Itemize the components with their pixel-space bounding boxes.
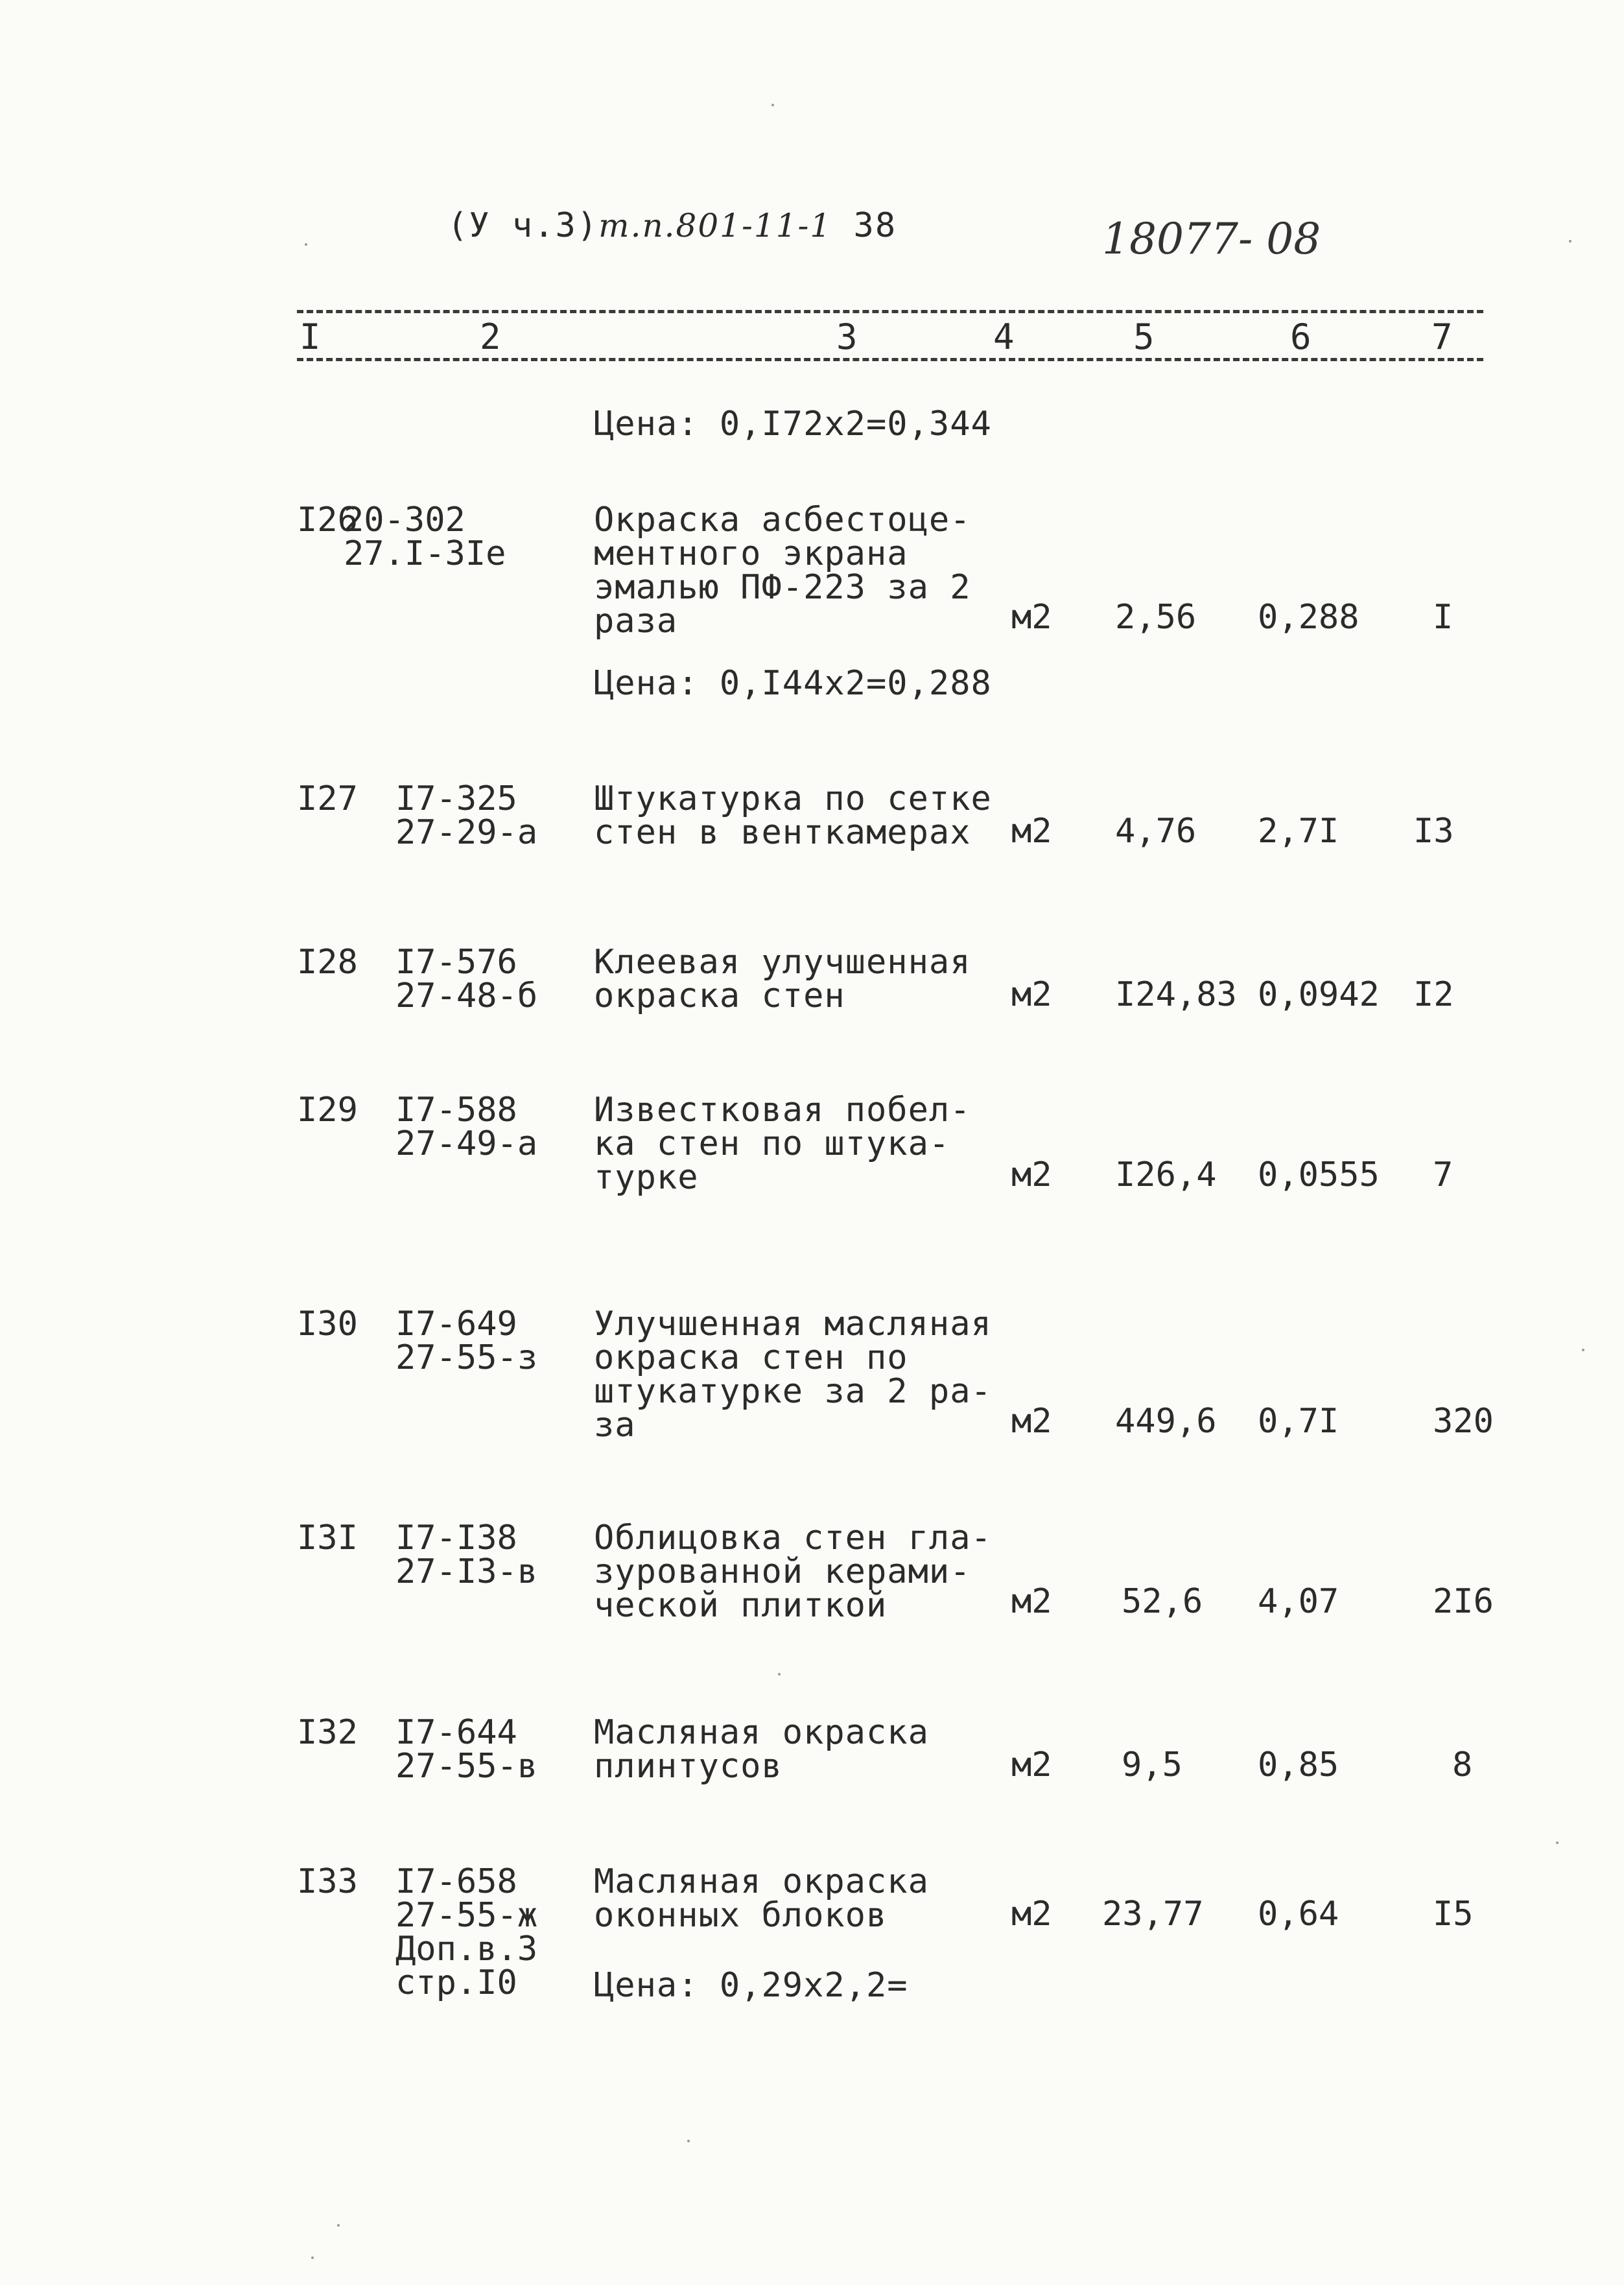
row-quantity: 23,77 <box>1102 1895 1204 1934</box>
row-quantity: 4,76 <box>1115 812 1197 851</box>
column-number-2: 2 <box>480 316 501 357</box>
column-number-4: 4 <box>993 316 1015 357</box>
row-description: Улучшенная масляная окраска стен по штукатурке за 2 ра- за <box>594 1305 992 1445</box>
scan-speck <box>311 2256 314 2259</box>
row-description: Клеевая улучшенная окраска стен <box>594 943 971 1015</box>
row-total: 2I6 <box>1433 1582 1494 1621</box>
row-number: I3I <box>297 1519 358 1557</box>
row-description: Масляная окраска оконных блоков <box>594 1862 929 1935</box>
row-quantity: 9,5 <box>1122 1746 1183 1784</box>
row-description: Облицовка стен гла- зурованной керами- ческой плиткой <box>594 1519 992 1625</box>
row-number: I28 <box>297 943 358 982</box>
row-quantity: 2,56 <box>1115 598 1197 637</box>
row-description: Известковая побел- ка стен по штука- турке <box>594 1091 971 1197</box>
row-unit-price: 0,85 <box>1258 1746 1339 1784</box>
row-number: I30 <box>297 1305 358 1344</box>
row-unit-price: 0,288 <box>1258 598 1359 637</box>
scan-speck <box>1569 240 1571 243</box>
row-unit: м2 <box>1011 598 1052 637</box>
row-description: Окраска асбестоце- ментного экрана эмалью ПФ-223 за 2 раза <box>594 501 971 641</box>
row-quantity: 449,6 <box>1115 1402 1217 1441</box>
row-unit-price: 0,7I <box>1258 1402 1339 1441</box>
row-code: I7-325 27-29-а <box>395 779 538 852</box>
scan-speck <box>778 1673 781 1675</box>
row-code: I7-I38 27-I3-в <box>395 1519 538 1591</box>
row-unit: м2 <box>1011 1582 1052 1621</box>
header-rule-top <box>297 310 1483 313</box>
scan-speck <box>305 243 307 246</box>
row-unit-price: 0,0942 <box>1258 975 1380 1014</box>
row-total: 7 <box>1433 1155 1453 1194</box>
column-number-5: 5 <box>1133 316 1155 357</box>
row-unit-price: 2,7I <box>1258 812 1339 851</box>
row-number: I33 <box>297 1862 358 1901</box>
scan-speck <box>771 104 774 106</box>
header-document-number: 18077- 08 <box>1102 214 1321 264</box>
row-unit-price: 0,64 <box>1258 1895 1339 1934</box>
row-unit: м2 <box>1011 975 1052 1014</box>
row-description: Штукатурка по сетке стен в венткамерах <box>594 779 992 852</box>
column-number-6: 6 <box>1290 316 1312 357</box>
row-code: I7-644 27-55-в <box>395 1713 538 1786</box>
row-price-note: Цена: 0,29x2,2= <box>594 1966 908 2005</box>
scan-speck <box>337 2224 340 2227</box>
row-description: Масляная окраска плинтусов <box>594 1713 929 1786</box>
row-code: 20-302 27.I-3Ie <box>344 501 506 573</box>
column-number-1: I <box>300 316 321 357</box>
row-unit: м2 <box>1011 1402 1052 1441</box>
scan-speck <box>1582 1349 1584 1351</box>
row-number: I32 <box>297 1713 358 1752</box>
column-number-3: 3 <box>836 316 858 357</box>
row-code: I7-658 27-55-ж Доп.в.3 стр.I0 <box>395 1862 538 2002</box>
row-total: 320 <box>1433 1402 1494 1441</box>
row-total: I2 <box>1413 975 1454 1014</box>
row-quantity: I24,83 <box>1115 975 1237 1014</box>
header-reference <box>447 206 897 245</box>
row-unit: м2 <box>1011 1895 1052 1934</box>
row-unit-price: 0,0555 <box>1258 1155 1380 1194</box>
scan-speck <box>687 2140 690 2142</box>
header-prefix: (У ч.3) <box>447 206 599 245</box>
row-total: I5 <box>1433 1895 1474 1934</box>
row-code: I7-576 27-48-б <box>395 943 538 1015</box>
row-number: I26 <box>297 501 358 539</box>
row-total: 8 <box>1452 1746 1473 1784</box>
row-quantity: 52,6 <box>1122 1582 1203 1621</box>
row-price-note: Цена: 0,I44x2=0,288 <box>594 664 992 703</box>
row-code: I7-588 27-49-а <box>395 1091 538 1163</box>
row-unit-price: 4,07 <box>1258 1582 1339 1621</box>
row-unit: м2 <box>1011 812 1052 851</box>
header-rule-bottom <box>297 358 1483 361</box>
row-unit: м2 <box>1011 1746 1052 1784</box>
row-code: I7-649 27-55-з <box>395 1305 538 1377</box>
row-number: I27 <box>297 779 358 818</box>
header-page-number: 38 <box>853 206 897 245</box>
column-number-7: 7 <box>1431 316 1453 357</box>
header-handwritten-code: т.п.801-11-1 <box>598 207 832 244</box>
top-price-note: Цена: 0,I72x2=0,344 <box>594 405 992 444</box>
row-unit: м2 <box>1011 1155 1052 1194</box>
scan-speck <box>1556 1841 1559 1844</box>
row-number: I29 <box>297 1091 358 1130</box>
row-quantity: I26,4 <box>1115 1155 1217 1194</box>
row-total: I <box>1433 598 1453 637</box>
row-total: I3 <box>1413 812 1454 851</box>
